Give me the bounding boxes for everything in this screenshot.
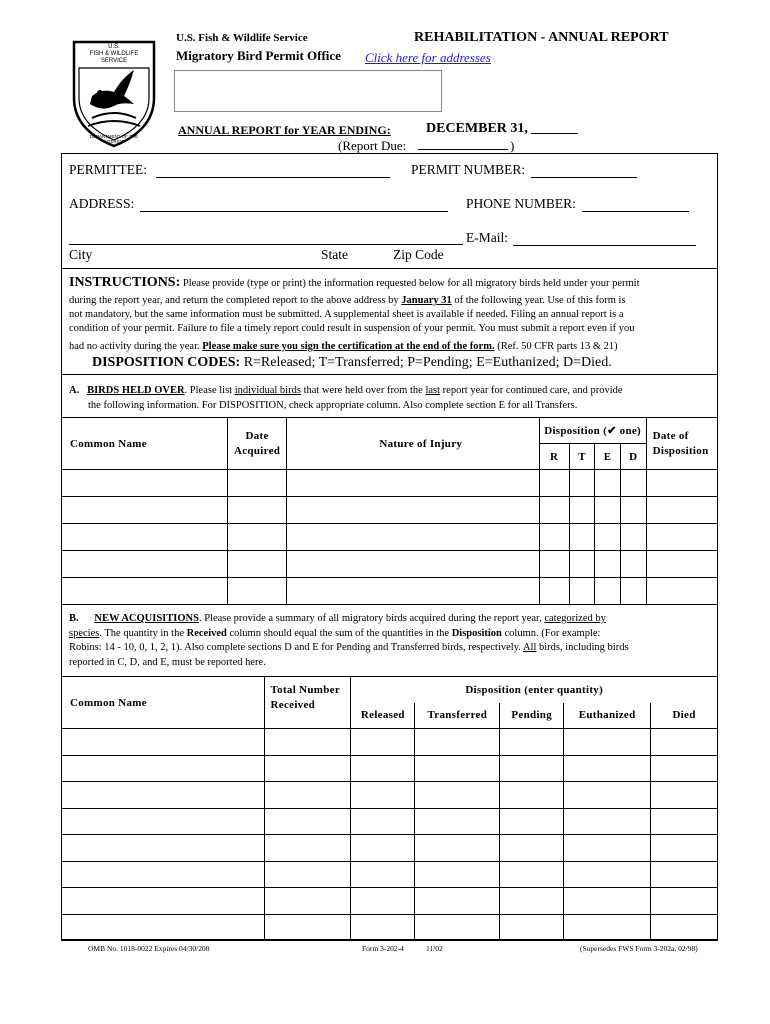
section-b-intro-4: reported in C, D, and E, must be reported here. [69, 657, 266, 668]
instructions-line-2 [69, 294, 626, 309]
city-state-zip-field[interactable] [69, 230, 463, 245]
col-transferred: Transferred [415, 703, 500, 729]
city-label: City [69, 247, 93, 262]
instructions-line-4: condition of your permit. Failure to file a timely report could result in suspension of your permit. You must submit a report even if you [69, 323, 635, 334]
codes-text: R=Released; T=Transferred; P=Pending; E=Euthanized; D=Died. [243, 355, 612, 370]
s-text: individual birds [234, 385, 301, 396]
supersedes-note: (Supersedes FWS Form 3-202a, 02/98) [580, 944, 698, 953]
form-title: REHABILITATION - ANNUAL REPORT [414, 30, 669, 45]
col-pending: Pending [500, 703, 564, 729]
col-label: Date of [652, 429, 689, 442]
col-total-received [264, 677, 351, 729]
permittee-field[interactable] [156, 163, 390, 178]
section-letter: B. [69, 613, 79, 624]
report-due-field[interactable] [418, 135, 508, 150]
state-label: State [321, 247, 348, 262]
s-text: Received [186, 628, 227, 639]
form-number: Form 3-202-4 [362, 944, 404, 953]
certification-note: Please make sure you sign the certification at the end of the form. [202, 341, 495, 352]
address-label: ADDRESS: [69, 196, 135, 211]
instructions-line-1 [69, 276, 714, 292]
s-text: Robins: 14 - 10, 0, 1, 2, 1). Also complete sections D and E for Pending and Transferred birds, respectively. [69, 642, 521, 653]
section-b-intro-2 [69, 627, 600, 642]
omb-number: OMB No. 1018-0022 Expires 04/30/200 [88, 944, 210, 953]
report-year-value: DECEMBER 31, [426, 121, 528, 136]
table-row[interactable] [62, 497, 718, 524]
logo-bottom-text: DEPARTMENT OF THE INTERIOR [89, 134, 139, 144]
col-date-acquired [227, 418, 287, 470]
s-text: . Please list [184, 385, 233, 396]
codes-label: DISPOSITION CODES: [92, 355, 241, 370]
table-row[interactable] [62, 782, 718, 809]
table-row[interactable] [62, 578, 718, 605]
instr-text: of the following year. Use of this form is [454, 295, 626, 306]
col-d: D [620, 444, 646, 470]
table-row[interactable] [62, 888, 718, 915]
s-text: All [522, 642, 537, 653]
logo-line-3: SERVICE [100, 58, 128, 64]
permit-number-label: PERMIT NUMBER: [411, 162, 526, 177]
s-text: categorized by [544, 613, 606, 624]
instructions-text: Please provide (type or print) the information requested below for all migratory birds held under your permit [182, 278, 640, 289]
s-text: . The quantity in the [99, 628, 184, 639]
col-disposition: Disposition (enter quantity) [351, 677, 718, 703]
disposition-codes [92, 355, 612, 371]
col-date-of-disposition [646, 418, 717, 470]
table-row[interactable] [62, 470, 718, 497]
phone-field[interactable] [582, 197, 689, 212]
address-box[interactable] [174, 70, 442, 112]
s-text: column. (For example: [504, 628, 601, 639]
table-row[interactable] [62, 835, 718, 862]
s-text: that were held over from the [303, 385, 423, 396]
address-field[interactable] [140, 197, 448, 212]
col-nature-of-injury: Nature of Injury [287, 418, 539, 470]
instructions-line-3: not mandatory, but the same information must be submitted. A supplemental sheet is available if needed. Filing an annual report is a [69, 309, 624, 320]
section-a-intro-2: the following information. For DISPOSITION, check appropriate column. Also complete section E for all Transfers. [88, 400, 578, 411]
col-e: E [595, 444, 621, 470]
fws-logo [70, 38, 158, 150]
col-label: Disposition [652, 444, 709, 457]
s-text: . Please provide a summary of all migratory birds acquired during the report year, [198, 613, 542, 624]
form-date: 11/02 [426, 944, 443, 953]
table-row[interactable] [62, 808, 718, 835]
s-text: report year for continued care, and provide [442, 385, 623, 396]
col-r: R [539, 444, 569, 470]
office-name: Migratory Bird Permit Office [176, 48, 341, 63]
s-text: birds, including birds [539, 642, 629, 653]
logo-line-2: FISH & WILDLIFE [89, 51, 139, 57]
report-due-label: (Report Due: [338, 138, 407, 153]
col-label: Date [245, 429, 269, 442]
section-letter: A. [69, 385, 80, 396]
email-field[interactable] [513, 231, 696, 246]
section-a-intro [69, 384, 623, 399]
report-due-close: ) [510, 138, 515, 153]
addresses-link[interactable]: Click here for addresses [365, 50, 491, 65]
section-b-title: NEW ACQUISITIONS [94, 613, 199, 624]
col-disposition: Disposition (✔ one) [539, 418, 646, 444]
divider [61, 374, 718, 375]
permit-number-field[interactable] [531, 163, 637, 178]
col-common-name: Common Name [62, 677, 265, 729]
col-died: Died [651, 703, 718, 729]
instructions-heading: INSTRUCTIONS: [69, 275, 181, 290]
section-a-title: BIRDS HELD OVER [87, 385, 185, 396]
col-label: Acquired [234, 444, 281, 457]
instr-text: during the report year, and return the completed report to the above address by [69, 295, 399, 306]
report-year-label: ANNUAL REPORT for YEAR ENDING: [178, 123, 391, 137]
col-euthanized: Euthanized [564, 703, 651, 729]
section-b-intro-3 [69, 641, 629, 656]
col-common-name: Common Name [62, 418, 228, 470]
zip-label: Zip Code [393, 247, 444, 262]
table-row[interactable] [62, 551, 718, 578]
s-text: column should equal the sum of the quantities in the [229, 628, 450, 639]
table-row[interactable] [62, 914, 718, 941]
report-year-field[interactable] [531, 119, 578, 134]
table-row[interactable] [62, 861, 718, 888]
col-t: T [569, 444, 595, 470]
section-a-table [61, 417, 718, 605]
table-row[interactable] [62, 755, 718, 782]
deadline-text: January 31 [401, 295, 452, 306]
s-text: species [69, 628, 100, 639]
table-row[interactable] [62, 729, 718, 756]
section-b-intro [69, 612, 606, 627]
table-row[interactable] [62, 524, 718, 551]
instructions-line-5 [69, 340, 618, 355]
col-label: Received [270, 699, 316, 711]
phone-label: PHONE NUMBER: [466, 196, 576, 211]
col-released: Released [351, 703, 415, 729]
permittee-label: PERMITTEE: [69, 162, 147, 177]
logo-line-1: U.S. [108, 44, 120, 50]
divider [61, 268, 718, 269]
section-b-table [61, 676, 718, 941]
instr-text: had no activity during the year. [69, 341, 200, 352]
col-label: Total Number [270, 684, 341, 696]
cfr-reference: (Ref. 50 CFR parts 13 & 21) [497, 341, 618, 352]
agency-name: U.S. Fish & Wildlife Service [176, 32, 308, 44]
s-text: Disposition [451, 628, 502, 639]
s-text: last [425, 385, 441, 396]
email-label: E-Mail: [466, 230, 508, 245]
